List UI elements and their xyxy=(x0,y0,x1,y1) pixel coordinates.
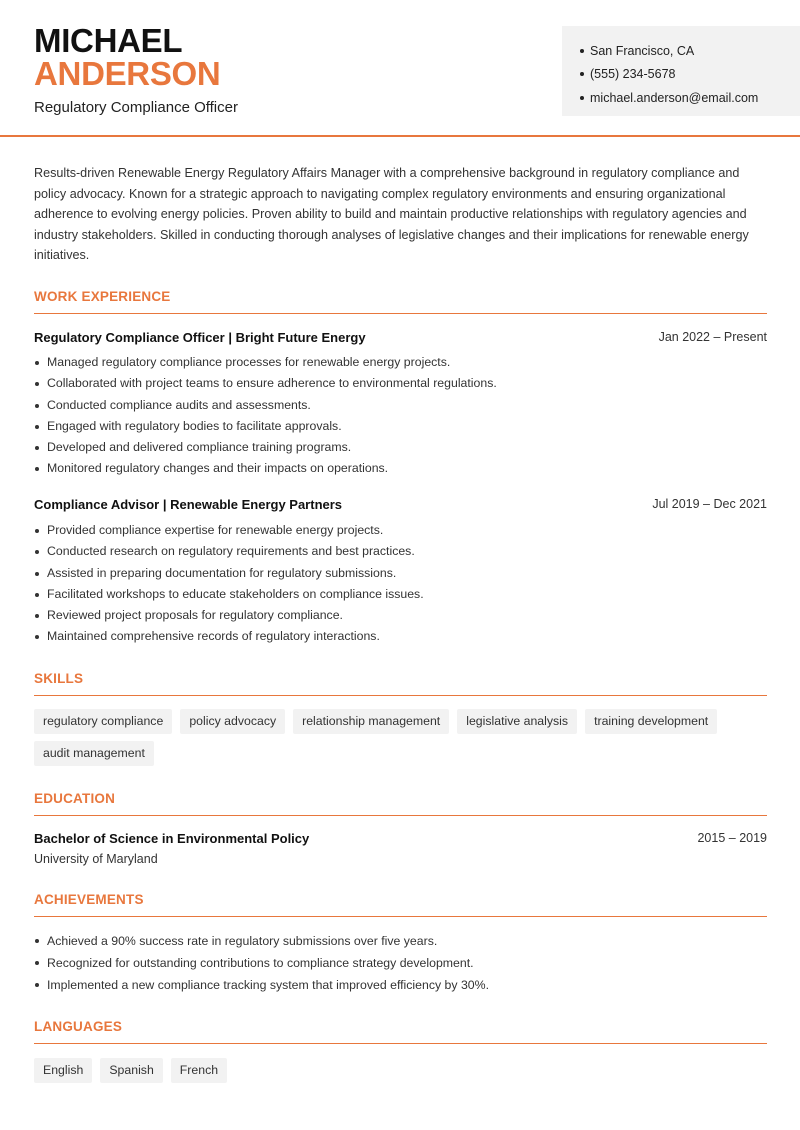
list-item: Implemented a new compliance tracking system that improved efficiency by 30%. xyxy=(34,974,767,996)
skill-tag: training development xyxy=(585,709,717,734)
summary-paragraph: Results-driven Renewable Energy Regulatory Affairs Manager with a comprehensive background in regulatory compliance and policy advocacy. Known for a strategic approach to navigating complex regulatory environments and ensuring organizational adherence to evolving energy policies. Proven ability to build and maintain productive relationships with regulatory agencies and industry stakeholders. Skilled in conducting thorough analyses of legislative changes and their implications for renewable energy initiatives. xyxy=(34,166,749,262)
experience-title: Regulatory Compliance Officer | Bright Future Energy xyxy=(34,330,366,345)
list-item: Recognized for outstanding contributions to compliance strategy development. xyxy=(34,952,767,974)
bullet-icon xyxy=(580,96,584,100)
school-name: University of Maryland xyxy=(34,852,158,866)
list-item: Conducted research on regulatory requirements and best practices. xyxy=(34,541,767,562)
language-tag: French xyxy=(171,1058,227,1083)
skill-tag: policy advocacy xyxy=(180,709,285,734)
bullet-icon xyxy=(580,72,584,76)
list-item: Facilitated workshops to educate stakeholders on compliance issues. xyxy=(34,584,767,605)
experience-1-bullets xyxy=(34,352,767,480)
skill-tag: regulatory compliance xyxy=(34,709,172,734)
section-title-experience: WORK EXPERIENCE xyxy=(34,289,767,314)
languages-tags xyxy=(34,1058,767,1090)
email-text[interactable]: michael.anderson@email.com xyxy=(590,90,759,105)
list-item: Collaborated with project teams to ensure adherence to environmental regulations. xyxy=(34,373,767,394)
contact-email[interactable] xyxy=(580,86,800,110)
list-item: Achieved a 90% success rate in regulatory submissions over five years. xyxy=(34,930,767,952)
list-item: Assisted in preparing documentation for regulatory submissions. xyxy=(34,563,767,584)
skill-tag: audit management xyxy=(34,741,154,766)
list-item: Reviewed project proposals for regulatory compliance. xyxy=(34,605,767,626)
location-text: San Francisco, CA xyxy=(590,43,695,58)
experience-title: Compliance Advisor | Renewable Energy Partners xyxy=(34,497,343,512)
list-item: Maintained comprehensive records of regulatory interactions. xyxy=(34,626,767,647)
list-item: Provided compliance expertise for renewable energy projects. xyxy=(34,520,767,541)
resume-header xyxy=(0,0,800,137)
section-title-skills: SKILLS xyxy=(34,671,767,696)
section-title-achievements: ACHIEVEMENTS xyxy=(34,892,767,917)
list-item: Developed and delivered compliance training programs. xyxy=(34,437,767,458)
education-entry-header xyxy=(34,831,767,846)
skill-tag: legislative analysis xyxy=(457,709,577,734)
section-title-languages: LANGUAGES xyxy=(34,1019,767,1044)
list-item: Managed regulatory compliance processes for renewable energy projects. xyxy=(34,352,767,373)
experience-2-bullets xyxy=(34,520,767,648)
contact-location xyxy=(580,39,800,63)
list-item: Conducted compliance audits and assessments. xyxy=(34,395,767,416)
contact-box xyxy=(562,26,800,116)
language-tag: Spanish xyxy=(100,1058,162,1083)
list-item: Engaged with regulatory bodies to facilitate approvals. xyxy=(34,416,767,437)
list-item: Monitored regulatory changes and their impacts on operations. xyxy=(34,458,767,479)
skill-tag: relationship management xyxy=(293,709,449,734)
section-title-education: EDUCATION xyxy=(34,791,767,816)
skills-tags xyxy=(34,709,767,773)
degree-title: Bachelor of Science in Environmental Policy xyxy=(34,831,310,846)
achievements-bullets xyxy=(34,930,767,996)
education-dates: 2015 – 2019 xyxy=(697,831,767,845)
phone-text: (555) 234-5678 xyxy=(590,67,676,82)
bullet-icon xyxy=(580,49,584,53)
contact-phone xyxy=(580,63,800,87)
experience-dates: Jan 2022 – Present xyxy=(658,330,767,344)
experience-dates: Jul 2019 – Dec 2021 xyxy=(652,497,767,511)
language-tag: English xyxy=(34,1058,92,1083)
experience-entry-1-header xyxy=(34,330,767,345)
experience-entry-2-header xyxy=(34,497,767,512)
first-name: MICHAEL xyxy=(34,22,183,59)
last-name: ANDERSON xyxy=(34,55,221,92)
job-title: Regulatory Compliance Officer xyxy=(34,99,238,116)
